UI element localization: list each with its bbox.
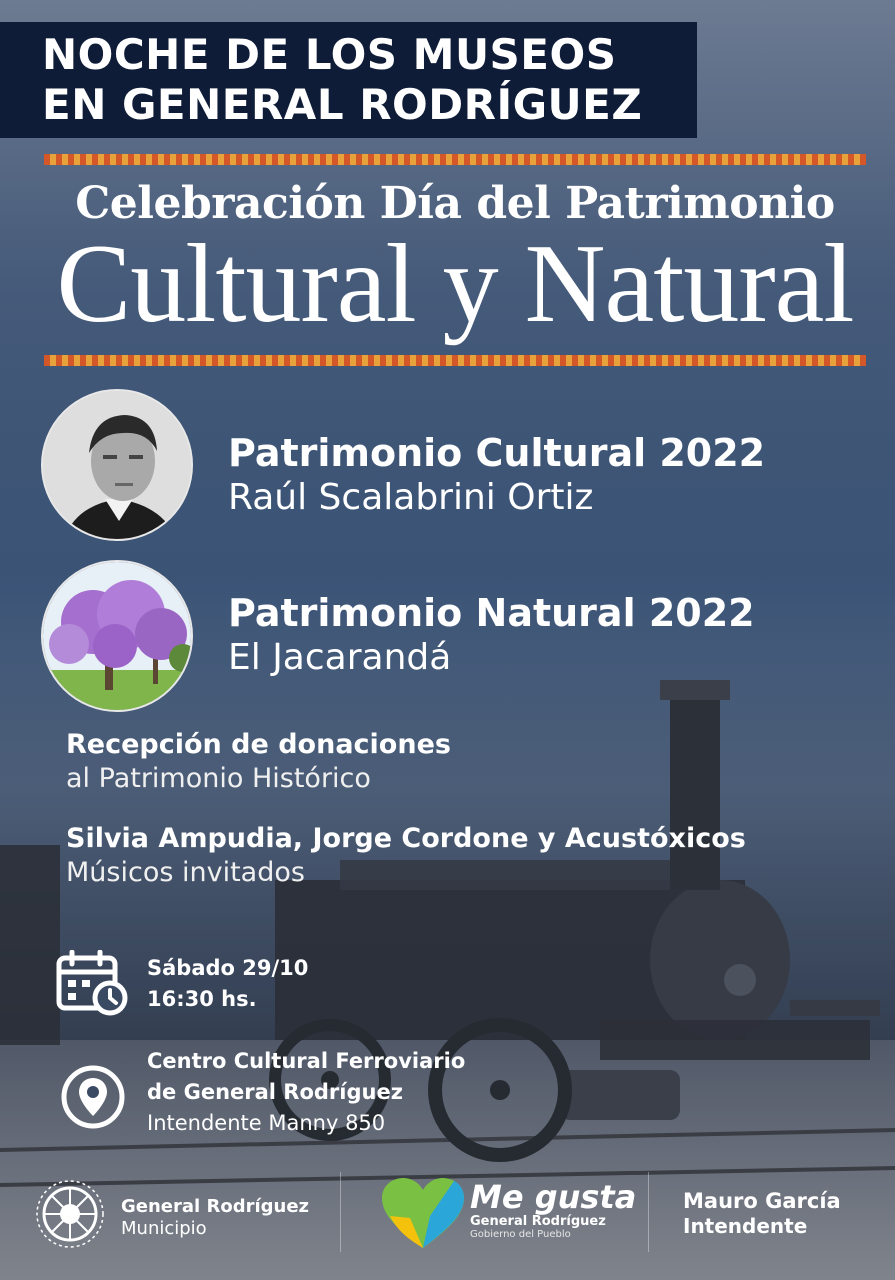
honor-natural-name: El Jacarandá — [228, 637, 452, 678]
location-line1: Centro Cultural Ferroviario — [147, 1049, 466, 1073]
honor-cultural-title: Patrimonio Cultural 2022 — [228, 431, 766, 475]
activity-musicians-title: Silvia Ampudia, Jorge Cordone y Acustóxicos — [66, 823, 746, 854]
mayor-name: Mauro García — [683, 1189, 841, 1213]
event-time: 16:30 hs. — [147, 987, 257, 1011]
footer-divider-right — [648, 1172, 649, 1252]
activity-donations-sub: al Patrimonio Histórico — [66, 763, 371, 794]
activity-musicians-sub: Músicos invitados — [66, 857, 305, 888]
brand-logo — [470, 1180, 636, 1241]
portrait-photo — [41, 389, 193, 541]
mayor-role: Intendente — [683, 1214, 808, 1238]
honor-cultural — [228, 430, 765, 520]
heart-logo-icon — [380, 1176, 466, 1256]
location-pin-icon — [60, 1064, 126, 1134]
honor-natural-title: Patrimonio Natural 2022 — [228, 591, 755, 635]
event-location — [147, 1046, 465, 1139]
calendar-clock-icon — [56, 950, 130, 1020]
mayor-label — [683, 1188, 841, 1238]
footer-divider-left — [340, 1172, 341, 1252]
event-datetime — [147, 953, 308, 1015]
headline-line2: Cultural y Natural — [56, 222, 854, 346]
honor-natural — [228, 590, 755, 680]
honor-cultural-name: Raúl Scalabrini Ortiz — [228, 477, 594, 518]
location-address: Intendente Manny 850 — [147, 1111, 386, 1135]
brand-tagline: Gobierno del Pueblo — [470, 1229, 571, 1240]
municipality-name: General Rodríguez — [121, 1196, 310, 1217]
event-date: Sábado 29/10 — [147, 956, 309, 980]
decorative-ribbon-top — [44, 154, 866, 165]
jacaranda-photo — [41, 560, 193, 712]
municipality-sub: Municipio — [121, 1218, 207, 1239]
activity-donations-title: Recepción de donaciones — [66, 729, 451, 760]
event-title-line1: NOCHE DE LOS MUSEOS — [42, 30, 617, 79]
decorative-ribbon-bottom — [44, 355, 866, 366]
headline-line1: Celebración Día del Patrimonio — [75, 178, 835, 229]
activity-donations — [66, 728, 451, 796]
brand-main: Me gusta — [470, 1178, 637, 1216]
municipality-seal-icon — [36, 1178, 104, 1254]
brand-sub: General Rodríguez — [470, 1214, 606, 1229]
activity-musicians — [66, 822, 746, 890]
event-title-line2: EN GENERAL RODRÍGUEZ — [42, 80, 643, 129]
event-title-banner — [0, 22, 697, 138]
location-line2: de General Rodríguez — [147, 1080, 403, 1104]
municipality-label — [121, 1196, 309, 1240]
